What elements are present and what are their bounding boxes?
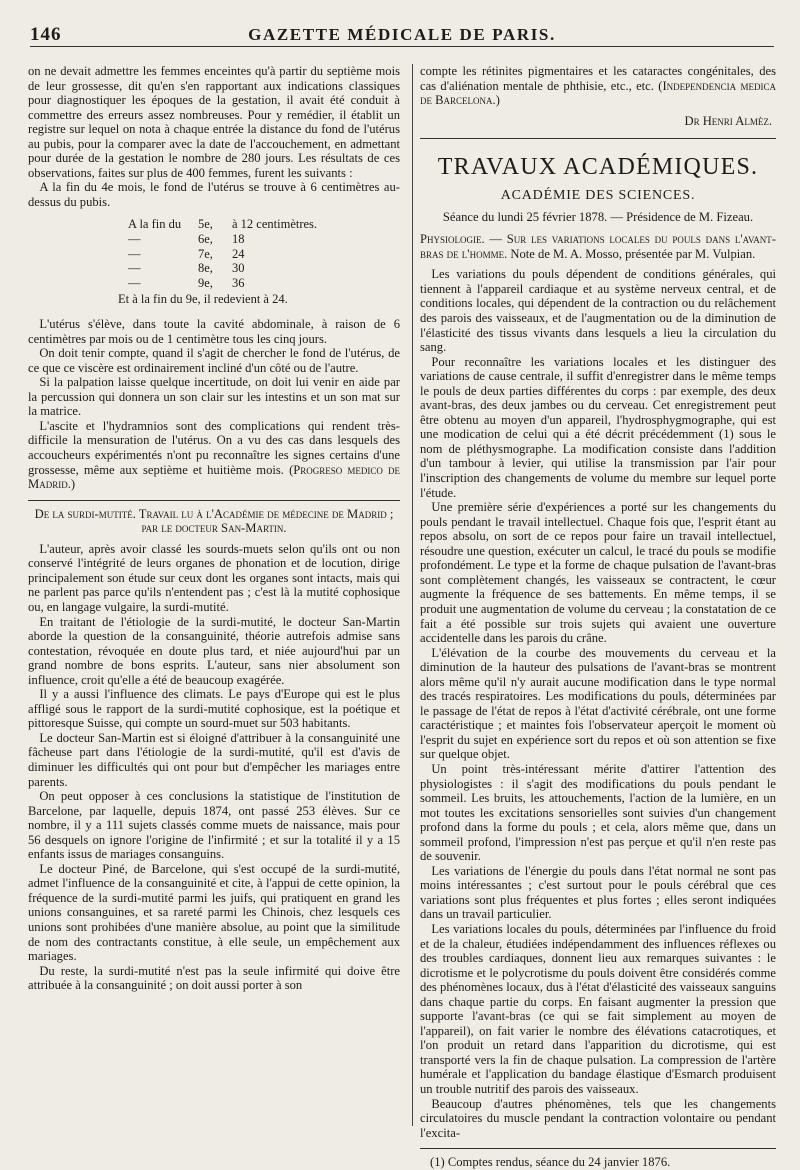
paragraph-text: L'ascite et l'hydramnios sont des complications qui rendent très-difficile la mensuration de l'utérus. On a vu des cas dans lesquels des accoucheurs expérimentés n'ont pu reconnaître les signes certains d'une grossesse, même aux septième et huitième mois. — [28, 418, 400, 477]
table-cell: à 12 centimètres. — [232, 217, 318, 232]
paragraph: Le docteur Piné, de Barcelone, qui s'est occupé de la surdi-mutité, admet l'influence de la consanguinité et cite, à l'appui de cette opinion, la fréquence de la surdi-mutité parmi les juifs, qui pratiquent en grand les unions consanguines, et sa rareté parmi les Chinois, chez lesquels ces unions sont prohibées d'une manière absolue, au point que la similitude de nom des contractants constitue, à elle seule, un empêchement aux mariages. — [28, 861, 400, 964]
measurement-table — [118, 217, 400, 307]
table-cell: 9e, — [198, 275, 213, 290]
page-header — [30, 24, 774, 47]
source-citation: (Independencia medica de Barcelona.) — [420, 78, 776, 108]
table-cell: — — [128, 275, 141, 290]
left-column — [28, 64, 400, 993]
table-cell: 30 — [232, 261, 245, 276]
table-cell: 8e, — [198, 261, 213, 276]
journal-title: GAZETTE MÉDICALE DE PARIS. — [248, 25, 556, 44]
table-cell: — — [128, 232, 141, 247]
table-cell: — — [128, 261, 141, 276]
column-divider — [412, 64, 413, 1126]
paragraph: On doit tenir compte, quand il s'agit de chercher le fond de l'utérus, de ce que ce viscère est ordinairement incliné d'un côté ou de l'autre. — [28, 346, 400, 375]
paragraph: Le docteur San-Martin est si éloigné d'attribuer à la consanguinité une fâcheuse part dans l'étiologie de la surdi-mutité, qu'il est d'avis de diminuer les difficultés qui ont pour but d'empêcher les mariages entre parents. — [28, 730, 400, 789]
section-title: TRAVAUX ACADÉMIQUES. — [420, 138, 776, 181]
table-cell: 7e, — [198, 246, 213, 261]
author-signature: Dr Henri Almèz. — [684, 113, 772, 128]
table-footer: Et à la fin du 9e, il redevient à 24. — [118, 292, 288, 307]
session-line: Séance du lundi 25 février 1878. — Présidence de M. Fizeau. — [442, 209, 754, 224]
paragraph: Du reste, la surdi-mutité n'est pas la seule infirmité qui doive être attribuée à la consanguinité ; on doit aussi porter à son — [28, 963, 400, 993]
table-cell: 5e, — [198, 217, 213, 232]
table-cell: 24 — [232, 246, 245, 261]
paragraph-text: compte les rétinites pigmentaires et les cataractes congénitales, des cas d'aliénation mentale de phthisie, etc., etc. — [420, 64, 776, 93]
article-title: De la surdi-mutité. Travail lu à l'Académie de médecine de Madrid ; par le docteur San-Martin. — [28, 500, 400, 536]
paragraph: A la fin du 4e mois, le fond de l'utérus se trouve à 6 centimètres au-dessus du pubis. — [28, 180, 400, 209]
page-number: 146 — [30, 24, 62, 45]
academy-heading: ACADÉMIE DES SCIENCES. — [500, 188, 696, 204]
paragraph: Les variations du pouls dépendent de conditions générales, qui tiennent à l'appareil cardiaque et au système nerveux central, et de conditions locales, qui dépendent de la contraction ou du relâchement des parois des vaisseaux, et de l'augmentation ou de la diminution de l'élasticité des tissus vivants dans lesquels a lieu la circulation du sang. — [420, 267, 776, 355]
right-column — [420, 64, 776, 1170]
paragraph: En traitant de l'étiologie de la surdi-mutité, le docteur San-Martin aborde la question de la consanguinité, théorie autrefois admise sans contestation, révoquée en doute plus tard, et niée aujourd'hui par un grand nombre de bons esprits. L'auteur, sans nier absolument son influence, croit qu'elle a été de beaucoup exagérée. — [28, 614, 400, 687]
paragraph — [28, 419, 400, 492]
table-cell: — — [128, 246, 141, 261]
paragraph: on ne devait admettre les femmes enceintes qu'à partir du septième mois de leur grossesse, dit qu'en s'en rapportant aux indications classiques pour diagnostiquer les époques de la gestation, il avait été conduit à commettre des erreurs assez nombreuses. Pour y remédier, il établit un registre sur lequel on nota à chaque entrée la distance du fond de l'utérus au pubis, pour la comparer avec la date de l'accouchement, en admettant pour durée de la gestation le nombre de 280 jours. Les résultats de ces observations, faites sur plus de 400 femmes, furent les suivants : — [28, 64, 400, 180]
table-row — [128, 276, 400, 291]
paragraph: On peut opposer à ces conclusions la statistique de l'institution de Barcelone, par laquelle, depuis 1874, ont passé 253 élèves. Sur ce nombre, il y a 111 sujets classés comme muets de naissance, mais pour 56 desquels on ignore l'origine de l'infirmité ; et sur la totalité il y a 15 enfants issus de mariages consanguins. — [28, 789, 400, 862]
paragraph: Les variations locales du pouls, déterminées par l'influence du froid et de la chaleur, étudiées indépendamment des influences réflexes ou des troubles cardiaques, donnent lieu aux remarques suivantes : le dicrotisme et le polycrotisme du pouls doivent être considérés comme des phénomènes locaux, dus à l'état d'élasticité des vaisseaux sanguins dans chaque partie du corps. En faisant augmenter la pression que supporte l'avant-bras (ce qui se fait simplement au moyen de l'appareil), on fait varier le nombre des élévations catacrotiques, et l'on produit un retard dans l'apparition du dicrotisme, qui est transporté vers la fin de chaque pulsation. La compression de l'artère humérale et l'application du bandage élastique d'Esmarch produisent un trouble nutritif des parois des vaisseaux. — [420, 921, 776, 1096]
paragraph: Il y a aussi l'influence des climats. Le pays d'Europe qui est le plus affligé sous le rapport de la surdi-mutité cophosique, est la poétique et pittoresque Suisse, qui compte un sourd-muet sur 503 habitants. — [28, 687, 400, 731]
paragraph: L'élévation de la courbe des mouvements du cerveau et la diminution de la hauteur des pulsations de l'avant-bras se montrent alors même qu'il n'y aurait aucune modification dans le type normal des tracés respiratoires. Les modifications du pouls, déterminées par le passage de l'état de repos à l'état d'activité cérébrale, ont une forme caractéristique ; et maintes fois l'observateur aperçoit le moment où l'esprit du sujet en expérience sort du repos et où son attention se fixe sur quelque objet. — [420, 645, 776, 762]
paragraph: Si la palpation laisse quelque incertitude, on doit lui venir en aide par la percussion qui donnera un son clair sur les intestins et un son mat sur la matrice. — [28, 375, 400, 419]
table-cell: 36 — [232, 275, 245, 290]
source-citation: (Progreso medico de Madrid.) — [28, 462, 400, 492]
table-row — [128, 232, 400, 247]
table-cell: A la fin du — [128, 217, 182, 232]
paragraph: L'utérus s'élève, dans toute la cavité abdominale, à raison de 6 centimètres par mois ou de 1 centimètre tous les cinq jours. — [28, 317, 400, 346]
paragraph: Pour reconnaître les variations locales et les distinguer des variations de cause centrale, il suffit d'enregistrer dans le même temps le pouls de deux parties différentes du corps : par exemple, des deux avant-bras, des deux jambes ou du cerveau. Cet enregistrement peut être obtenu au moyen d'un appareil, l'hydrosphygmographe, qui est une modication de celui qui a été décrit précédemment (1) sous le nom de pléthysmographe. La modification consiste dans l'addition d'un tambour à levier, qui utilise la transmission par l'air pour l'inscription des changements de volume du membre sur lequel porte l'étude. — [420, 354, 776, 500]
paragraph — [420, 232, 776, 261]
paragraph: L'auteur, après avoir classé les sourds-muets selon qu'ils ont ou non conservé l'intégrité de leurs organes de phonation et de locution, dirige principalement son étude sur ceux dont les organes sont intacts, mais qui ne parlent pas parce qu'ils n'entendent pas ; c'est là la mutité cophosique ou, en langage vulgaire, la surdi-mutité. — [28, 541, 400, 614]
paragraph: Beaucoup d'autres phénomènes, tels que les changements circulatoires du muscle pendant la contraction volontaire ou pendant l'excita- — [420, 1096, 776, 1140]
paragraph: Les variations de l'énergie du pouls dans l'état normal ne sont pas moins intéressantes ; c'est surtout pour le pouls cérébral que ces variations sont plus fréquentes et plus fortes ; elles seront indiquées dans un travail particulier. — [420, 863, 776, 922]
table-row — [128, 261, 400, 276]
footnote: (1) Comptes rendus, séance du 24 janvier 1876. — [420, 1148, 776, 1170]
paragraph: Une première série d'expériences a porté sur les changements du pouls pendant le travail intellectuel. Chaque fois que, l'esprit étant au repos absolu, on sort de ce repos pour faire un travail intellectuel, résoudre une question, exécuter un calcul, le tracé du pouls se modifie profondément. Le type et la forme de chaque pulsation de l'avant-bras sont complètement changés, les vaisseaux se contractent, le cœur augmente la fréquence de ses battements. En même temps, il se produit une augmentation de volume du cerveau ; la constatation de ce fait a été possible sur trois sujets qui avaient une ouverture accidentelle dans les parois du crâne. — [420, 500, 776, 646]
article-heading: Physiologie. — Sur les variations locales du pouls dans l'avant-bras de l'homme. — [420, 232, 776, 261]
table-cell: 18 — [232, 232, 245, 247]
article-note: Note de M. A. Mosso, présentée par M. Vulpian. — [510, 246, 756, 261]
paragraph: Un point très-intéressant mérite d'attirer l'attention des physiologistes : il s'agit des modifications du pouls pendant le sommeil. Les bruits, les attouchements, l'action de la lumière, en un mot toutes les excitations sensorielles sont suivies d'un changement profond dans la forme du pouls ; et cela, alors même que, dans un sommeil profond, l'impression n'est pas perçue et qu'il n'en reste pas de souvenir. — [420, 761, 776, 864]
table-row — [128, 217, 400, 232]
table-cell: 6e, — [198, 232, 213, 247]
table-row — [128, 247, 400, 262]
paragraph — [420, 64, 776, 108]
